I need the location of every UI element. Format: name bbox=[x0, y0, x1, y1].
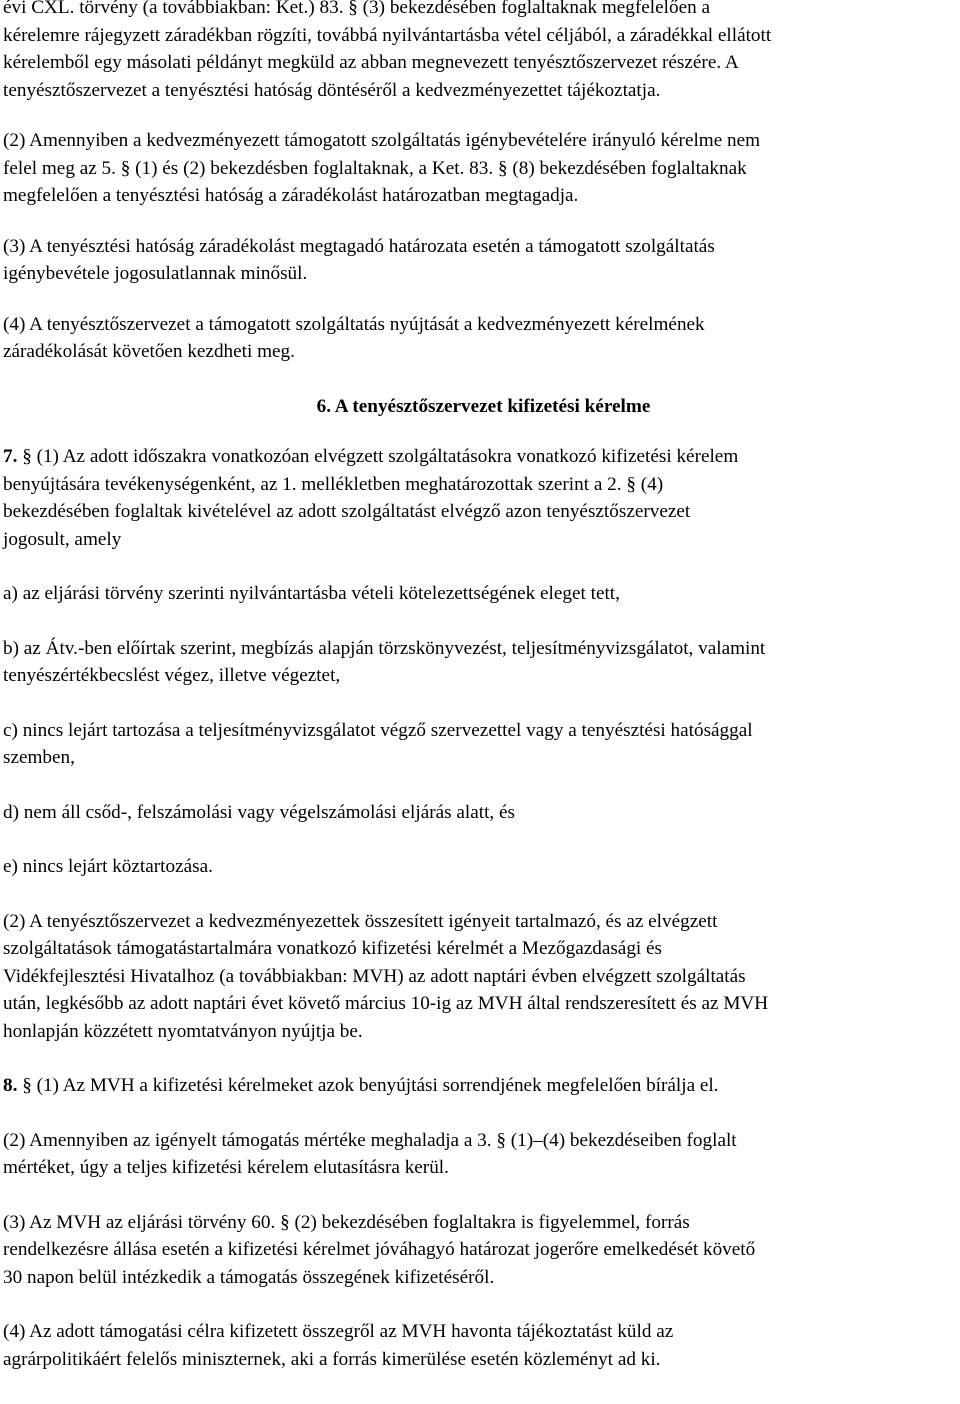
section-number: 7. bbox=[3, 446, 18, 467]
document-page bbox=[3, 0, 958, 1373]
text-line: (3) A tenyésztési hatóság záradékolást megtagadó határozata esetén a támogatott szolgáltatás bbox=[3, 235, 715, 257]
text-line: mértéket, úgy a teljes kifizetési kérelem elutasításra kerül. bbox=[3, 1157, 449, 1178]
text-line: (2) A tenyésztőszervezet a kedvezményezettek összesített igényeit tartalmazó, és az elvégzett bbox=[3, 910, 718, 932]
text-fragment: § (1) Az MVH a kifizetési kérelmeket azok benyújtási sorrendjének megfelelően bírálja el. bbox=[17, 1075, 719, 1096]
text-line: benyújtására tevékenységenként, az 1. mellékletben meghatározottak szerint a 2. § (4) bbox=[3, 473, 664, 495]
text-line: felel meg az 5. § (1) és (2) bekezdésben foglaltaknak, a Ket. 83. § (8) bekezdésében foglaltaknak bbox=[3, 157, 747, 179]
paragraph-8-4 bbox=[3, 1318, 958, 1373]
text-line: d) nem áll csőd-, felszámolási vagy végelszámolási eljárás alatt, és bbox=[3, 801, 516, 823]
paragraph-7-2 bbox=[3, 908, 958, 1046]
text-line: (4) Az adott támogatási célra kifizetett összegről az MVH havonta tájékoztatást küld az bbox=[3, 1321, 674, 1342]
text-line: szemben, bbox=[3, 747, 75, 768]
text-line: tenyészértékbecslést végez, illetve végeztet, bbox=[3, 665, 341, 686]
text-line: agrárpolitikáért felelős miniszternek, aki a forrás kimerülése esetén közleményt ad ki. bbox=[3, 1348, 661, 1370]
text-line: jogosult, amely bbox=[3, 528, 122, 550]
text-line: szolgáltatások támogatástartalmára vonatkozó kifizetési kérelmét a Mezőgazdasági és bbox=[3, 938, 663, 959]
text-line: bekezdésében foglaltak kivételével az adott szolgáltatást elvégző azon tenyésztőszervezet bbox=[3, 501, 691, 522]
text-line: megfelelően a tenyésztési hatóság a záradékolást határozatban megtagadja. bbox=[3, 185, 579, 206]
paragraph-5-3 bbox=[3, 233, 958, 288]
text-line: b) az Átv.-ben előírtak szerint, megbízás alapján törzskönyvezést, teljesítményvizsgálatot, valamint bbox=[3, 637, 766, 659]
list-item-b bbox=[3, 635, 958, 690]
text-line: Vidékfejlesztési Hivatalhoz (a továbbiakban: MVH) az adott naptári évben elvégzett szolgáltatás bbox=[3, 965, 746, 987]
text-line: után, legkésőbb az adott naptári évet követő március 10-ig az MVH által rendszeresített és az MVH bbox=[3, 993, 769, 1014]
text-line: rendelkezésre állása esetén a kifizetési kérelmet jóváhagyó határozat jogerőre emelkedését követő bbox=[3, 1239, 756, 1260]
text-line: kérelemre rájegyzett záradékban rögzíti, továbbá nyilvántartásba vétel céljából, a záradékkal ellátott bbox=[3, 24, 772, 46]
text-line bbox=[3, 443, 958, 471]
paragraph-5-2 bbox=[3, 127, 958, 210]
text-line: c) nincs lejárt tartozása a teljesítményvizsgálatot végző szervezettel vagy a tenyésztési hatósággal bbox=[3, 719, 753, 741]
paragraph-7-1 bbox=[3, 443, 958, 553]
paragraph-8-1 bbox=[3, 1072, 958, 1100]
text-line: évi CXL. törvény (a továbbiakban: Ket.) 83. § (3) bekezdésében foglaltaknak megfelelően a bbox=[3, 0, 711, 18]
text-line: kérelemből egy másolati példányt megküld az abban megnevezett tenyésztőszervezet részére. A bbox=[3, 52, 739, 73]
text-line: igénybevétele jogosulatlannak minősül. bbox=[3, 263, 308, 284]
paragraph-8-3 bbox=[3, 1209, 958, 1292]
text-line: a) az eljárási törvény szerinti nyilvántartásba vételi kötelezettségének eleget tett, bbox=[3, 583, 620, 604]
text-line: (3) Az MVH az eljárási törvény 60. § (2) bekezdésében foglaltakra is figyelemmel, forrás bbox=[3, 1211, 690, 1233]
list-item-c bbox=[3, 717, 958, 772]
text-line: (2) Amennyiben a kedvezményezett támogatott szolgáltatás igénybevételére irányuló kérelme nem bbox=[3, 130, 761, 151]
list-item-d bbox=[3, 799, 958, 827]
list-item-a bbox=[3, 580, 958, 608]
text-line: honlapján közzétett nyomtatványon nyújtja be. bbox=[3, 1020, 363, 1042]
text-line: (2) Amennyiben az igényelt támogatás mértéke meghaladja a 3. § (1)–(4) bekezdéseiben foglalt bbox=[3, 1129, 737, 1151]
text-line: záradékolását követően kezdheti meg. bbox=[3, 341, 295, 362]
section-heading: 6. A tenyésztőszervezet kifizetési kérelme bbox=[316, 395, 651, 417]
text-line bbox=[3, 1072, 958, 1100]
paragraph-8-2 bbox=[3, 1127, 958, 1182]
text-line: e) nincs lejárt köztartozása. bbox=[3, 856, 213, 877]
text-line: 30 napon belül intézkedik a támogatás összegének kifizetéséről. bbox=[3, 1266, 495, 1288]
text-line: tenyésztőszervezet a tenyésztési hatóság döntéséről a kedvezményezettet tájékoztatja. bbox=[3, 79, 661, 101]
paragraph-5-4 bbox=[3, 311, 958, 366]
list-item-e bbox=[3, 853, 958, 881]
text-fragment: § (1) Az adott időszakra vonatkozóan elvégzett szolgáltatásokra vonatkozó kifizetési kérelem bbox=[17, 446, 739, 467]
section-number: 8. bbox=[3, 1075, 18, 1096]
paragraph-intro bbox=[3, 0, 958, 104]
text-line: (4) A tenyésztőszervezet a támogatott szolgáltatás nyújtását a kedvezményezett kérelmének bbox=[3, 313, 705, 335]
